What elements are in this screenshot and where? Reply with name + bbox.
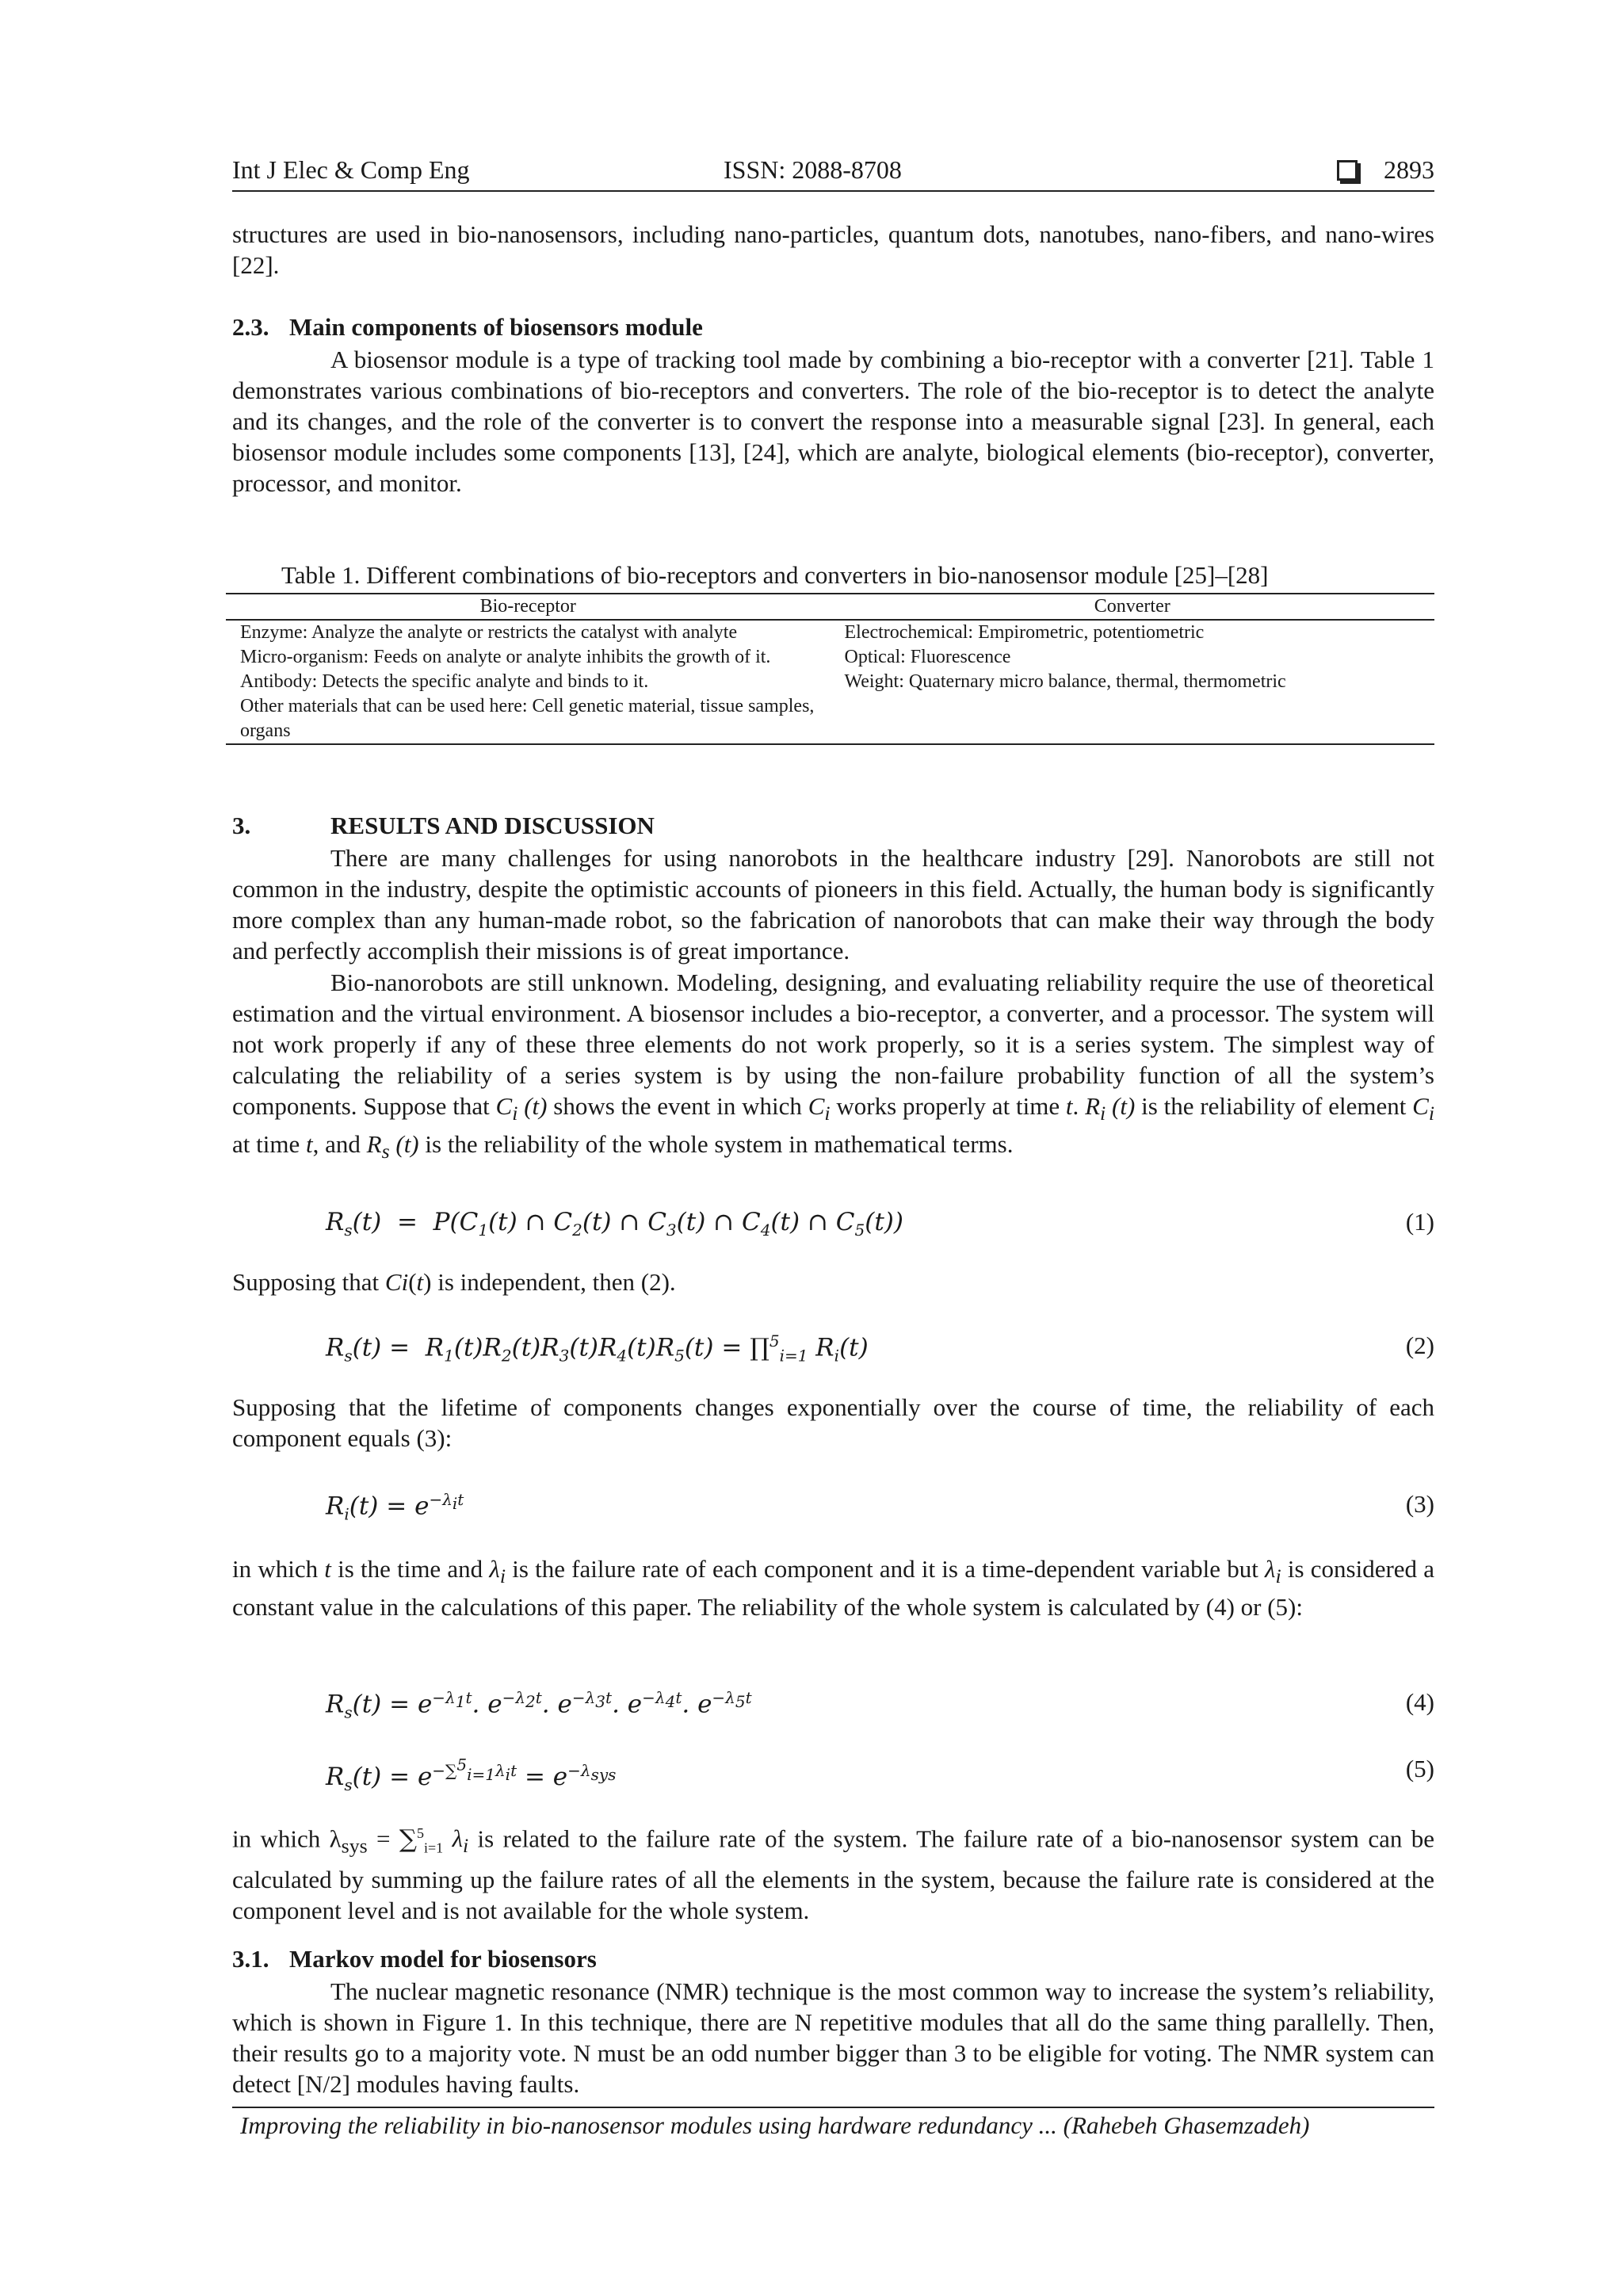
section-3-1-heading — [232, 1945, 597, 1973]
section-3-paragraph-1: There are many challenges for using nanorobots in the healthcare industry [29]. Nanorobots are still not common in the industry, despite the optimistic accounts of pioneers in this field. Actually, the human body is significantly more complex than any human-made robot, so the fabrication of nanorobots that can make their way through the body and perfectly accomplish their missions is of great importance. — [232, 844, 1434, 965]
failure-rate-paragraph: in which t is the time and $\lambda_i$ is the failure rate of each component and it is a time-dependent variable but $\lambda_i$ is considered a constant value in the calculations of this paper. The reliability of the whole system is calculated by (4) or (5): — [232, 1555, 1435, 1622]
section-3-paragraph-2: Bio-nanorobots are still unknown. Modeling, designing, and evaluating reliability require the use of theoretical estimation and the virtual environment. A biosensor includes a bio-receptor, a converter, and a processor. The system will not work properly if any of these three elements do not work properly, so it is a series system. The simplest way of calculating the reliability of a series system is by using the non-failure probability function of all the system’s components. Suppose that $C_i$ (t) shows the event in which $C_i$ works properly at time t. $R_i$ (t) is the reliability of element $C_i$ at time t, and $R_s$ (t) is the reliability of the whole system in mathematical terms. — [232, 968, 1435, 1163]
section-title: Markov model for biosensors — [289, 1945, 597, 1973]
issn: ISSN: 2088-8708 — [724, 155, 902, 184]
table-header-row — [226, 594, 1434, 620]
journal-name: Int J Elec & Comp Eng — [232, 155, 470, 184]
equation-body: $R_s(t) = R_1(t)R_2(t)R_3(t)R_4(t)R_5(t)$ = ∏$^5_{i=1}$ $R_i(t)$ — [326, 1331, 869, 1366]
section-title: RESULTS AND DISCUSSION — [330, 812, 655, 839]
equation-body: $R_s(t) = e^{-\lambda_1t}$. $e^{-\lambda_2t}$. $e^{-\lambda_3t}$. $e^{-\lambda_4t}$. $e^{-\lambda_5t}$ — [326, 1688, 752, 1722]
table-cell: Electrochemical: Empirometric, potentiometric — [844, 622, 1205, 643]
section-number: 3. — [232, 812, 251, 839]
equation-1 — [326, 1208, 1434, 1243]
table-cell: Enzyme: Analyze the analyte or restricts the catalyst with analyte — [240, 622, 738, 643]
section-3-heading — [232, 812, 655, 840]
equation-number: (4) — [1405, 1688, 1434, 1716]
table-cell: Optical: Fluorescence — [844, 647, 1011, 667]
equation-number: (2) — [1405, 1331, 1434, 1359]
equation-body: $R_i(t) = e^{-\lambda_it}$ — [326, 1490, 464, 1524]
table-cell: Antibody: Detects the specific analyte and binds to it. — [240, 671, 649, 692]
footer-rule — [232, 2107, 1434, 2108]
running-footer: Improving the reliability in bio-nanosensor modules using hardware redundancy ... (Rahebeh Ghasemzadeh) — [240, 2111, 1310, 2139]
table-row — [226, 620, 1434, 645]
sum-symbol: ∑ — [399, 1824, 418, 1854]
equation-3 — [326, 1490, 1434, 1525]
section-2-3-heading — [232, 313, 703, 342]
equation-number: (1) — [1405, 1208, 1434, 1236]
lambda-sys-paragraph: in which $\lambda_{sys} = \sum^5_{i=1}$ $\lambda_i$ is related to the failure rate of the system. The failure rate of a bio-nanosensor system can be calculated by summing up the failure rates of all the elements in the system, because the failure rate is considered at the component level and is not available for the whole system. — [232, 1824, 1435, 1924]
supposing-independent-sentence: Supposing that Ci(t) is independent, then (2). — [232, 1268, 676, 1296]
table-row — [226, 694, 1434, 744]
table-row — [226, 645, 1434, 670]
section-2-3-paragraph: A biosensor module is a type of tracking tool made by combining a bio-receptor with a converter [21]. Table 1 demonstrates various combinations of bio-receptors and converters. The role of the bio-receptor is to detect the analyte and its changes, and the role of the converter is to convert the response into a measurable signal [23]. In general, each biosensor module includes some components [13], [24], which are analyte, biological elements (bio-receptor), converter, processor, and monitor. — [232, 346, 1434, 497]
table-1 — [226, 593, 1434, 745]
intro-paragraph: structures are used in bio-nanosensors, including nano-particles, quantum dots, nanotubes, nano-fibers, and nano-wires [22]. — [232, 220, 1434, 279]
equation-5 — [326, 1755, 1434, 1795]
section-number: 2.3. — [232, 313, 269, 341]
equation-number: (3) — [1405, 1490, 1434, 1518]
section-title: Main components of biosensors module — [289, 313, 703, 341]
table-1-caption: Table 1. Different combinations of bio-receptors and converters in bio-nanosensor module [25]–[28] — [281, 561, 1269, 589]
column-header: Bio-receptor — [226, 594, 831, 620]
page-number: 2893 — [1384, 155, 1434, 184]
square-bullet-icon — [1337, 160, 1358, 181]
table-row — [226, 670, 1434, 694]
section-number: 3.1. — [232, 1945, 269, 1973]
table-cell — [831, 694, 1435, 744]
table-cell: Weight: Quaternary micro balance, thermal, thermometric — [844, 671, 1286, 692]
section-3-1-paragraph: The nuclear magnetic resonance (NMR) technique is the most common way to increase the system’s reliability, which is shown in Figure 1. In this technique, there are N repetitive modules that all do the same thing parallelly. Then, their results go to a majority vote. N must be an odd number bigger than 3 to be eligible for voting. The NMR system can detect [N/2] modules having faults. — [232, 1977, 1434, 2098]
equation-2 — [326, 1331, 1434, 1366]
table-cell: Micro-organism: Feeds on analyte or analyte inhibits the growth of it. — [240, 647, 771, 667]
equation-body: $R_s(t) = e^{-\sum^5_{i=1}\lambda_it} = e^{-\lambda_{sys}}$ — [326, 1755, 617, 1795]
equation-number: (5) — [1405, 1755, 1434, 1782]
equation-4 — [326, 1688, 1434, 1723]
table-cell: Other materials that can be used here: Cell genetic material, tissue samples, organs — [226, 694, 831, 744]
supposing-exponential-paragraph: Supposing that the lifetime of components changes exponentially over the course of time, the reliability of each component equals (3): — [232, 1393, 1434, 1452]
column-header: Converter — [831, 594, 1435, 620]
equation-body: $R_s(t) = P(C_1(t)$ ∩ $C_2(t)$ ∩ $C_3(t)$ ∩ $C_4(t)$ ∩ $C_5(t)$) — [326, 1208, 903, 1240]
running-head — [232, 155, 1434, 192]
